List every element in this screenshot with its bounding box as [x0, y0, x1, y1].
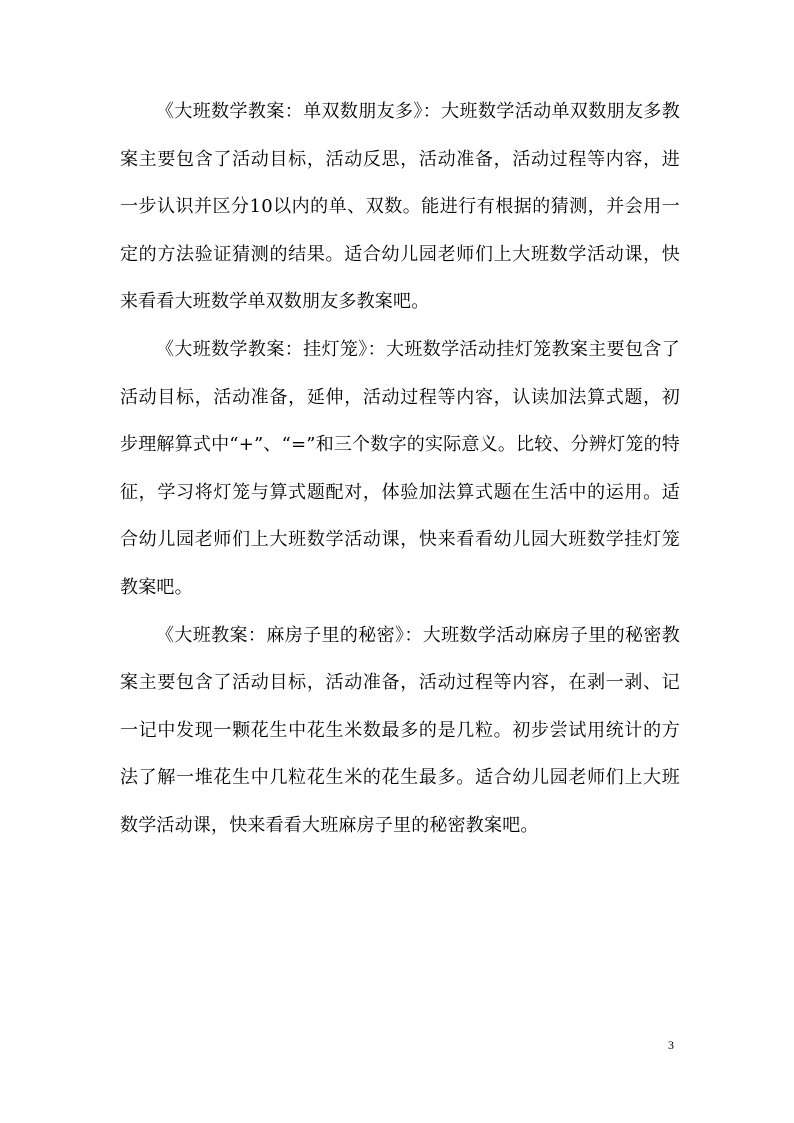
paragraph-single-double-numbers: 《大班数学教案：单双数朋友多》：大班数学活动单双数朋友多教案主要包含了活动目标，活动反思，活动准备，活动过程等内容，进一步认识并区分10以内的单、双数。能进行有根据的猜测，并会用一定的方法验证猜测的结果。适合幼儿园老师们上大班数学活动课，快来看看大班数学单双数朋友多教案吧。	[120, 101, 680, 313]
document-body	[120, 88, 680, 850]
paragraph-hanging-lanterns: 《大班数学教案：挂灯笼》：大班数学活动挂灯笼教案主要包含了活动目标，活动准备，延伸，活动过程等内容，认读加法算式题，初步理解算式中“+”、“=”和三个数字的实际意义。比较、分辨灯笼的特征，学习将灯笼与算式题配对，体验加法算式题在生活中的运用。适合幼儿园老师们上大班数学活动课，快来看看幼儿园大班数学挂灯笼教案吧。	[120, 338, 680, 598]
paragraph-peanut-house-secret: 《大班教案：麻房子里的秘密》：大班数学活动麻房子里的秘密教案主要包含了活动目标，活动准备，活动过程等内容，在剥一剥、记一记中发现一颗花生中花生米数最多的是几粒。初步尝试用统计的方法了解一堆花生中几粒花生米的花生最多。适合幼儿园老师们上大班数学活动课，快来看看大班麻房子里的秘密教案吧。	[120, 624, 680, 836]
page-number: 3	[668, 1038, 674, 1052]
